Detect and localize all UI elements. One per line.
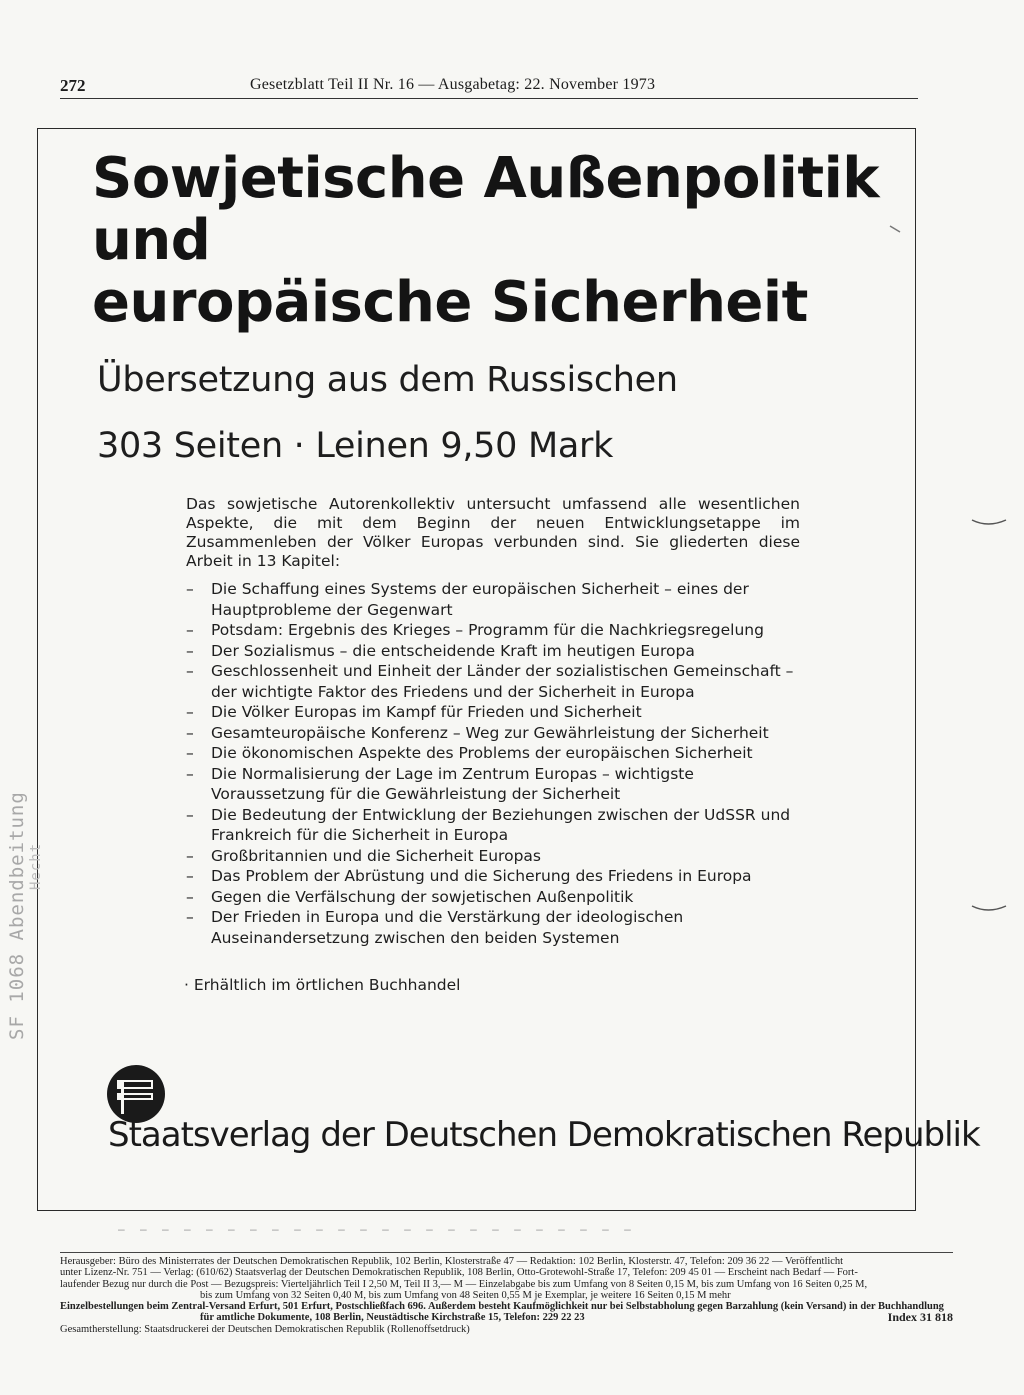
book-title <box>92 148 879 334</box>
chapter-list <box>186 579 800 948</box>
list-dash: – <box>186 621 194 639</box>
list-item <box>186 723 800 744</box>
chapter-title: Großbritannien und die Sicherheit Europas <box>211 846 541 865</box>
book-description: Das sowjetische Autorenkollektiv untersucht umfassend alle wesentlichen Aspekte, die mit dem Beginn der neuen Entwicklungsetappe im Zusammenleben der Völker Europas verbunden sind. Sie gliederten diese Arbeit in 13 Kapitel: <box>186 495 800 570</box>
imprint-line: Herausgeber: Büro des Ministerrates der Deutschen Demokratischen Republik, 102 Berlin, Klosterstraße 47 — Redaktion: 102 Berlin, Klosterstr. 47, Telefon: 209 36 22 — Veröffentlicht <box>60 1256 844 1267</box>
list-dash: – <box>186 641 194 660</box>
chapter-title: Potsdam: Ergebnis des Krieges – Programm für die Nachkriegsregelung <box>211 621 764 639</box>
chapter-title: Die Völker Europas im Kampf für Frieden und Sicherheit <box>211 703 642 721</box>
list-item <box>186 764 800 805</box>
running-head: Gesetzblatt Teil II Nr. 16 — Ausgabetag: 22. November 1973 <box>250 76 656 93</box>
list-dash: – <box>186 805 194 824</box>
stamp-line-2: Hecht <box>28 842 44 890</box>
list-dash: – <box>186 887 194 906</box>
list-item <box>186 620 800 641</box>
list-dash: – <box>186 744 194 762</box>
list-item <box>186 702 800 723</box>
list-item <box>186 661 800 702</box>
imprint-line <box>60 1312 953 1323</box>
chapter-title: Das Problem der Abrüstung und die Sicherung des Friedens in Europa <box>211 867 752 885</box>
chapter-title: Die ökonomischen Aspekte des Problems der europäischen Sicherheit <box>211 744 753 762</box>
chapter-title: Der Sozialismus – die entscheidende Kraft im heutigen Europa <box>211 641 695 660</box>
publisher-name: Staatsverlag der Deutschen Demokratischen Republik <box>108 1115 980 1155</box>
availability-text: Erhältlich im örtlichen Buchhandel <box>193 976 461 994</box>
list-dash: – <box>186 703 194 721</box>
list-item <box>186 866 800 887</box>
list-dash: – <box>186 908 194 926</box>
book-price-line: 303 Seiten · Leinen 9,50 Mark <box>97 426 614 466</box>
separator-dashes: – – – – – – – – – – – – – – – – – – – – – – – – <box>118 1222 637 1236</box>
imprint-line: laufender Bezug nur durch die Post — Bezugspreis: Vierteljährlich Teil I 2,50 M, Teil II 3,— M — Einzelabgabe bis zum Umfang von 8 Seiten 0,15 M, bis zum Umfang von 16 Seiten 0,25 M, <box>60 1278 868 1290</box>
list-item <box>186 641 800 662</box>
chapter-title: Gegen die Verfälschung der sowjetischen Außenpolitik <box>211 887 634 906</box>
list-item <box>186 743 800 764</box>
archive-stamp <box>6 791 44 1040</box>
list-item <box>186 846 800 867</box>
imprint-line: bis zum Umfang von 32 Seiten 0,40 M, bis zum Umfang von 48 Seiten 0,55 M je Exemplar, je weitere 16 Seiten 0,15 M mehr <box>200 1289 731 1301</box>
page-number: 272 <box>60 76 86 95</box>
list-dash: – <box>186 764 194 783</box>
imprint-bold-line: für amtliche Dokumente, 108 Berlin, Neustädtische Kirchstraße 15, Telefon: 229 22 23 <box>200 1312 585 1324</box>
chapter-title: Die Bedeutung der Entwicklung der Beziehungen zwischen der UdSSR und Frankreich für die Sicherheit in Europa <box>211 805 791 844</box>
imprint-line: unter Lizenz-Nr. 751 — Verlag: (610/62) Staatsverlag der Deutschen Demokratischen Republik, 108 Berlin, Otto-Grotewohl-Straße 17, Telefon: 209 45 01 — Erscheint nach Bedarf — Fort- <box>60 1267 858 1279</box>
list-dash: – <box>186 846 194 865</box>
chapter-title: Der Frieden in Europa und die Verstärkung der ideologischen Auseinandersetzung zwischen den beiden Systemen <box>211 908 684 947</box>
availability-note: · Erhältlich im örtlichen Buchhandel <box>184 976 461 994</box>
index-number: Index 31 818 <box>887 1312 953 1324</box>
imprint-line <box>60 1301 953 1312</box>
imprint-bold-line: Einzelbestellungen beim Zentral-Versand Erfurt, 501 Erfurt, Postschließfach 696. Außerdem besteht Kaufmöglichkeit nur bei Selbstabholung gegen Barzahlung (kein Versand) in der Buchhandlung <box>60 1301 944 1313</box>
list-dash: – <box>186 580 194 598</box>
list-dash: – <box>186 723 194 742</box>
list-dash: – <box>186 662 194 680</box>
list-item <box>186 887 800 908</box>
chapter-title: Die Normalisierung der Lage im Zentrum Europas – wichtigste Voraussetzung für die Gewährleistung der Sicherheit <box>211 764 694 803</box>
imprint <box>60 1252 953 1335</box>
page-header <box>60 72 918 99</box>
chapter-title: Gesamteuropäische Konferenz – Weg zur Gewährleistung der Sicherheit <box>211 723 769 742</box>
list-item <box>186 579 800 620</box>
title-line-1: Sowjetische Außenpolitik <box>92 146 880 211</box>
title-line-2: und <box>92 208 211 273</box>
chapter-title: Die Schaffung eines Systems der europäischen Sicherheit – eines der Hauptprobleme der Gegenwart <box>211 580 749 619</box>
printer-line: Gesamtherstellung: Staatsdruckerei der Deutschen Demokratischen Republik (Rollenoffsetdruck) <box>60 1323 470 1335</box>
list-dash: – <box>186 867 194 885</box>
title-line-3: europäische Sicherheit <box>92 270 808 335</box>
chapter-title: Geschlossenheit und Einheit der Länder der sozialistischen Gemeinschaft – der wichtigte Faktor des Friedens und der Sicherheit in Europa <box>211 662 794 701</box>
stamp-line-1: SF 1068 Abendbeitung <box>6 791 28 1040</box>
list-item <box>186 907 800 948</box>
list-item <box>186 805 800 846</box>
book-subtitle: Übersetzung aus dem Russischen <box>97 360 678 400</box>
